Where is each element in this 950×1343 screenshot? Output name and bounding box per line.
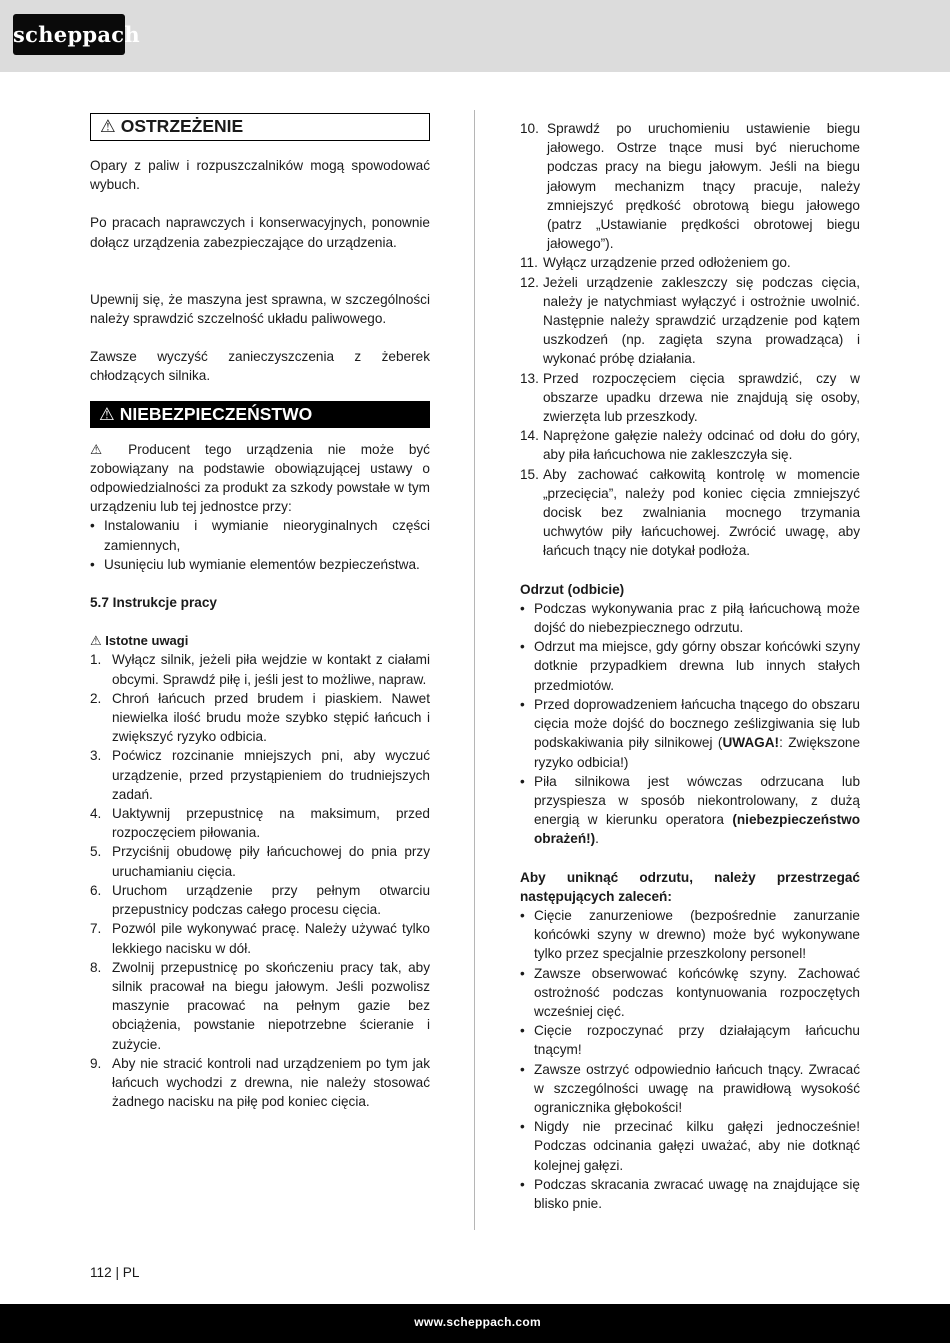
danger-title: NIEBEZPIECZEŃSTWO xyxy=(119,403,313,424)
avoid-kickback-list xyxy=(520,906,860,1213)
left-column xyxy=(90,113,430,1111)
warning-triangle-icon: ⚠ xyxy=(90,633,106,649)
danger-list xyxy=(90,516,430,574)
column-divider xyxy=(474,110,475,1230)
list-item: • Zawsze obserwować końcówkę szyny. Zachować ostrożność podczas kontynuowania rozpoczętych wcześniej cięć. xyxy=(520,964,860,1022)
list-item: 10. Sprawdź po uruchomieniu ustawienie biegu jałowego. Ostrze tnące musi być nieruchome podczas pracy na biegu jałowym. Jeśli na biegu jałowym mechanizm tnący pracuje, należy zmniejszyć prędkość obrotową biegu jałowego (patrz „Ustawianie prędkości obrotowej biegu jałowego”). xyxy=(520,121,860,252)
list-item: • Zawsze ostrzyć odpowiednio łańcuch tnący. Zwracać w szczególności uwagę na prawidłową wysokość ogranicznika głębokości! xyxy=(520,1060,860,1118)
list-item: 12. Jeżeli urządzenie zakleszczy się podczas cięcia, należy je natychmiast wyłączyć i ostrożnie uwolnić. Następnie należy sprawdzić urządzenie pod kątem uszkodzeń (np. zagięta szyna prowadząca) i wykonać próbę działania. xyxy=(520,274,860,367)
danger-box xyxy=(90,401,430,428)
footer-website-link[interactable]: www.scheppach.com xyxy=(414,1315,541,1329)
page-number: 112 | PL xyxy=(90,1265,140,1280)
list-item: 9. Aby nie stracić kontroli nad urządzeniem po tym jak łańcuch wychodzi z drewna, nie należy stosować żadnego nacisku na piłę pod koniec cięcia. xyxy=(90,1055,430,1110)
footer-bar xyxy=(0,1304,950,1343)
list-item: • Odrzut ma miejsce, gdy górny obszar końcówki szyny dotknie przypadkiem drewna lub innych stałych przedmiotów. xyxy=(520,637,860,695)
warning-paragraph: Opary z paliw i rozpuszczalników mogą spowodować wybuch. xyxy=(90,158,430,193)
right-column xyxy=(520,119,860,1213)
list-item: • Przed doprowadzeniem łańcucha tnącego do obszaru cięcia może dojść do bocznego ześlizgiwania się lub podskakiwania piły silnikowej (UWAGA!: Zwiększone ryzyko odbicia!) xyxy=(520,695,860,772)
warning-paragraph: Po pracach naprawczych i konserwacyjnych, ponownie dołącz urządzenia zabezpieczające do urządzenia. xyxy=(90,215,430,250)
list-item: • Instalowaniu i wymianie nieoryginalnych części zamiennych, xyxy=(90,516,430,554)
instructions-list-continued xyxy=(520,119,860,561)
list-item: 15. Aby zachować całkowitą kontrolę w momencie „przecięcia”, należy pod koniec cięcia zmniejszyć docisk bez zwalniania mocnego trzymania uchwytów piły łańcuchowej. Zwrócić uwagę, aby łańcuch tnący nie dotykał podłoża. xyxy=(520,466,860,559)
list-item: 8. Zwolnij przepustnicę po skończeniu pracy tak, aby silnik pracował na biegu jałowym. Jeśli pozwolisz maszynie pracować na pełnym gazie bez obciążenia, powstanie niepotrzebne ścieranie i zużycie. xyxy=(90,959,430,1052)
kickback-title: Odrzut (odbicie) xyxy=(520,581,625,597)
list-item: • Usunięciu lub wymianie elementów bezpieczeństwa. xyxy=(90,555,430,574)
warning-paragraph: Zawsze wyczyść zanieczyszczenia z żeberek chłodzących silnika. xyxy=(90,349,430,384)
danger-intro: ⚠ Producent tego urządzenia nie może być zobowiązany na podstawie obowiązującej ustawy o odpowiedzialności za produkt za szkody powstałe w tym urządzeniu lub tej jednostce przy: xyxy=(90,441,430,515)
brand-logo: scheppach xyxy=(13,14,125,55)
header-band xyxy=(0,0,950,72)
list-item: 13. Przed rozpoczęciem cięcia sprawdzić, czy w obszarze upadku drzewa nie znajdują się osoby, zwierzęta lub przeszkody. xyxy=(520,370,860,425)
list-item: • Podczas wykonywania prac z piłą łańcuchową może dojść do niebezpiecznego odrzutu. xyxy=(520,599,860,637)
list-item: • Nigdy nie przecinać kilku gałęzi jednocześnie! Podczas odcinania gałęzi uważać, aby nie dotknąć kolejnej gałęzi. xyxy=(520,1117,860,1175)
warning-triangle-icon: ⚠ xyxy=(100,116,116,136)
warning-box xyxy=(90,113,430,141)
list-item: 4. Uaktywnij przepustnicę na maksimum, przed rozpoczęciem piłowania. xyxy=(90,806,430,841)
notes-title: ⚠ Istotne uwagi xyxy=(90,633,189,649)
kickback-list xyxy=(520,599,860,849)
warning-paragraph: Upewnij się, że maszyna jest sprawna, w szczególności należy sprawdzić szczelność układu paliwowego. xyxy=(90,291,430,327)
warning-triangle-icon: ⚠ xyxy=(99,403,115,424)
list-item: • Podczas skracania zwracać uwagę na znajdujące się blisko pnie. xyxy=(520,1175,860,1213)
list-item: • Piła silnikowa jest wówczas odrzucana lub przyspiesza w sposób niekontrolowany, z dużą energią w kierunku operatora (niebezpieczeństwo obrażeń!). xyxy=(520,772,860,849)
list-item: 2. Chroń łańcuch przed brudem i piaskiem. Nawet niewielka ilość brudu może szybko stępić łańcuch i zwiększyć ryzyko odbicia. xyxy=(90,690,430,745)
avoid-kickback-title: Aby uniknąć odrzutu, należy przestrzegać następujących zaleceń: xyxy=(520,869,860,904)
warning-triangle-icon: ⚠ xyxy=(90,441,129,457)
list-item: 1. Wyłącz silnik, jeżeli piła wejdzie w kontakt z ciałami obcymi. Sprawdź piłę i, jeśli jest to możliwe, napraw. xyxy=(90,652,430,687)
warning-title: OSTRZEŻENIE xyxy=(120,116,244,136)
list-item: 7. Pozwól pile wykonywać pracę. Należy używać tylko lekkiego nacisku w dół. xyxy=(90,921,430,956)
list-item: • Cięcie zanurzeniowe (bezpośrednie zanurzanie końcówki szyny w drewno) może być wykonywane tylko przez specjalnie przeszkolony personel! xyxy=(520,906,860,964)
list-item: 14. Naprężone gałęzie należy odcinać od dołu do góry, aby piła łańcuchowa nie zakleszczyła się. xyxy=(520,428,860,463)
section-title: 5.7 Instrukcje pracy xyxy=(90,595,217,611)
instructions-list xyxy=(90,650,430,1111)
list-item: 6. Uruchom urządzenie przy pełnym otwarciu przepustnicy podczas całego procesu cięcia. xyxy=(90,882,430,918)
list-item: 5. Przyciśnij obudowę piły łańcuchowej do pnia przy uruchamianiu cięcia. xyxy=(90,844,430,879)
list-item: • Cięcie rozpoczynać przy działającym łańcuchu tnącym! xyxy=(520,1021,860,1059)
list-item: 11. Wyłącz urządzenie przed odłożeniem go. xyxy=(520,255,791,271)
list-item: 3. Poćwicz rozcinanie mniejszych pni, aby wyczuć urządzenie, przed przystąpieniem do trudniejszych zadań. xyxy=(90,748,430,802)
